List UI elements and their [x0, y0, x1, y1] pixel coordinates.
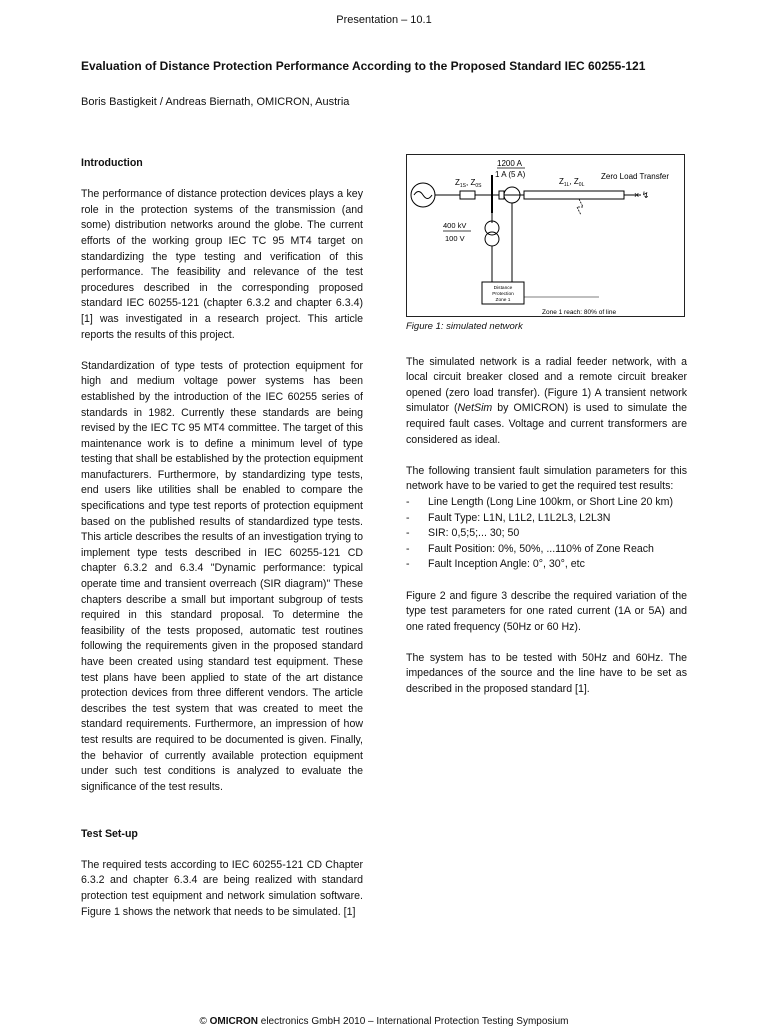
right-column — [406, 154, 687, 698]
network-paragraph: The simulated network is a radial feeder network, with a local circuit breaker closed and a remote circuit breaker opened (zero load transfer). (Figure 1) A transient network simulator (NetSim by OMICRON) is used to simulate the required fault cases. Voltage and current transformers are considered as ideal. — [406, 355, 687, 446]
fault-arrow-icon — [577, 199, 583, 215]
page-footer: © OMICRON electronics GmbH 2010 – International Protection Testing Symposium — [199, 1016, 569, 1027]
parameter-list — [406, 495, 687, 573]
list-item: - Line Length (Long Line 100km, or Short Line 20 km) — [406, 495, 687, 511]
frequency-paragraph: The system has to be tested with 50Hz and 60Hz. The impedances of the source and the line have to be set as described in the proposed standard [1]. — [406, 651, 687, 696]
vt-primary-label: 400 kV — [443, 221, 467, 230]
current-secondary-label: 1 A (5 A) — [495, 170, 526, 179]
source-impedance-box — [460, 191, 475, 199]
test-setup-heading: Test Set-up — [81, 827, 138, 840]
vt-primary-coil-icon — [485, 221, 499, 235]
zero-load-transfer-label: Zero Load Transfer — [601, 172, 670, 181]
variation-paragraph: Figure 2 and figure 3 describe the required variation of the type test parameters for one rated current (1A or 5A) and one rated frequency (50Hz or 60 Hz). — [406, 589, 687, 633]
relay-label-line-1: Distance — [493, 286, 513, 291]
list-item: - Fault Position: 0%, 50%, ...110% of Zone Reach — [406, 542, 687, 558]
list-item: - SIR: 0,5;5;... 30; 50 — [406, 526, 687, 542]
network-schematic — [407, 155, 684, 316]
list-item: - Fault Type: L1N, L1L2, L1L2L3, L2L3N — [406, 511, 687, 527]
authors: Boris Bastigkeit / Andreas Biernath, OMICRON, Austria — [81, 96, 350, 108]
source-impedance-label: $Z_{1S}$, $Z_{0S}$ — [455, 178, 482, 189]
paper-title: Evaluation of Distance Protection Performance According to the Proposed Standard IEC 60255-121 — [81, 59, 646, 73]
zone-reach-label: Zone 1 reach: 80% of line — [542, 309, 617, 316]
relay-label-line-3: Zone 1 — [495, 298, 511, 303]
current-rating-label: 1200 A — [497, 159, 522, 168]
sine-wave-icon — [414, 192, 432, 199]
intro-paragraph-2: Standardization of type tests of protection equipment for high and medium voltage power systems has been established by the introduction of the IEC 60255 series of standards in 1982. Currently these standards are being revised by the IEC TC 95 MT4 committee. The target of this maintenance work is to define a minimum level of type testing that shall be established by the protection equipment manufacturers. Furthermore, by standardizing type tests, end users like utilities shall be enabled to compare the specifications and type test reports of protection equipment based on the published results of standardized type tests. This article describes the results of an investigation trying to implement type tests described in IEC 60255-121 CD chapter 6.3.2 and 6.3.4 "Dynamic performance: typical operate time and transient overreach (SIR diagram)" These chapters describe a small but important subgroup of tests required in this standard proposal. To determine the feasibility of the tests proposed, automatic test routines following the requirements given in the proposed standard have been created using standard test equipment. These test plans have been applied to state of the art distance protection devices from three different vendors. The article describes the test system that was created to meet the standard requirements. Furthermore, an impression of how test results are required to be documented is given. Finally, the behavior of currently available protection equipment under such test conditions is analyzed to evaluate the significance of the test results. — [81, 359, 363, 793]
vt-secondary-label: 100 V — [445, 234, 465, 243]
page-header: Presentation – 10.1 — [336, 14, 432, 26]
intro-paragraph-1: The performance of distance protection devices plays a key role in the protection systems of the transmission (and some) distribution networks around the globe. The current efforts of the working group IEC TC 95 MT4 target on standardizing the type testing and verification of this performance. The feasibility and relevance of the test procedures described in the corresponding proposed standard IEC 60255-121 (chapter 6.3.2 and chapter 6.3.4) [1] was investigated in a research project. This article reports the results of this project. — [81, 188, 363, 341]
vt-secondary-coil-icon — [485, 232, 499, 246]
local-breaker-icon — [499, 191, 504, 199]
figure-1-network-diagram — [406, 154, 685, 317]
list-item: - Fault Inception Angle: 0°, 30°, etc — [406, 557, 687, 573]
relay-label-line-2: Protection — [492, 292, 514, 297]
line-impedance-label: $Z_{1L}$, $Z_{0L}$ — [559, 177, 585, 188]
parameters-intro-paragraph: The following transient fault simulation parameters for this network have to be varied to get the required test results: — [406, 464, 687, 493]
netsim-emphasis: NetSim — [457, 402, 493, 415]
remote-breaker-open-icon: × ↯ — [634, 190, 650, 200]
setup-paragraph-1: The required tests according to IEC 60255-121 CD Chapter 6.3.2 and chapter 6.3.4 are being realized with standard protection test equipment and network simulation software. Figure 1 shows the network that needs to be simulated. [1] — [81, 858, 363, 918]
left-column — [81, 156, 363, 920]
line-impedance-box — [524, 191, 624, 199]
introduction-heading: Introduction — [81, 157, 143, 169]
figure-1-caption: Figure 1: simulated network — [406, 321, 523, 332]
omicron-brand: OMICRON — [209, 1016, 258, 1027]
